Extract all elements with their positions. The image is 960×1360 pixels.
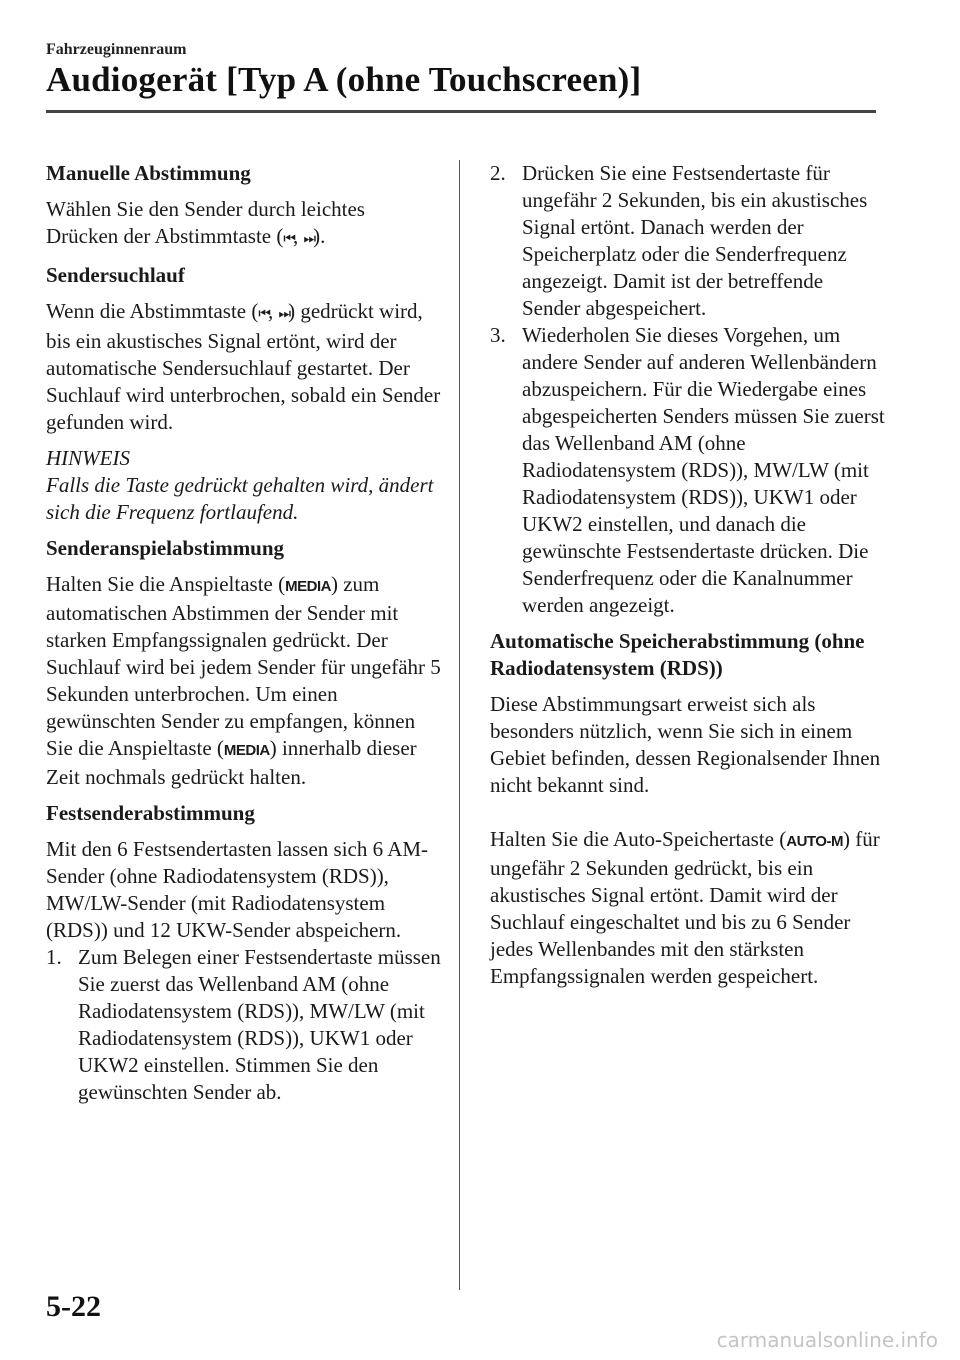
step-text: Zum Belegen einer Festsendertaste müssen Sie zuerst das Wellenband AM (ohne Radiodatensystem (RDS)), MW/LW (mit Radiodatensystem (RDS)), UKW1 oder UKW2 einstellen. Stimmen Sie den gewünschten Sender ab. bbox=[78, 945, 441, 1104]
column-divider bbox=[459, 160, 460, 1290]
step-number: 3. bbox=[490, 323, 506, 347]
text: ) für ungefähr 2 Sekunden gedrückt, bis ein akustisches Signal ertönt. Damit wird der Suchlauf eingeschaltet und bis zu 6 Sender jedes Wellenbandes mit den stärksten Empfangssignalen werden gespeichert. bbox=[490, 827, 880, 988]
paragraph-auto-memory-2 bbox=[490, 826, 885, 990]
right-column bbox=[490, 160, 885, 999]
text: ) innerhalb dieser Zeit nochmals gedrückt halten. bbox=[46, 736, 417, 789]
text: , bbox=[292, 224, 304, 248]
heading-manual-tuning: Manuelle Abstimmung bbox=[46, 161, 251, 185]
heading-seek-tuning: Sendersuchlauf bbox=[46, 263, 185, 287]
list-item-step-1 bbox=[46, 944, 441, 1106]
step-number: 2. bbox=[490, 161, 506, 185]
step-text: Wiederholen Sie dieses Vorgehen, um andere Sender auf anderen Wellenbändern abzuspeichern. Für die Wiedergabe eines abgespeicherten Senders müssen Sie zuerst das Wellenband AM (ohne Radiodatensystem (RDS)), MW/LW (mit Radiodatensystem (RDS)), UKW1 oder UKW2 einstellen, und danach die gewünschte Festsendertaste drücken. Die Senderfrequenz oder die Kanalnummer werden angezeigt. bbox=[522, 323, 885, 617]
heading-auto-memory: Automatische Speicherabstimmung (ohne Radiodatensystem (RDS)) bbox=[490, 629, 865, 680]
auto-m-button-icon: AUTO-M bbox=[786, 833, 843, 850]
next-track-icon: ⏭ bbox=[303, 231, 314, 247]
text: ). bbox=[313, 224, 326, 248]
page-title: Audiogerät [Typ A (ohne Touchscreen)] bbox=[46, 60, 642, 99]
text: Wenn die Abstimmtaste ( bbox=[46, 299, 259, 323]
header-rule bbox=[46, 110, 876, 113]
paragraph-seek-tuning bbox=[46, 298, 441, 436]
text: Halten Sie die Anspieltaste ( bbox=[46, 572, 286, 596]
list-item-step-3 bbox=[490, 322, 885, 619]
step-text: Drücken Sie eine Festsendertaste für ungefähr 2 Sekunden, bis ein akustisches Signal ertönt. Danach werden der Speicherplatz oder die Senderfrequenz angezeigt. Damit ist der betreffende Sender abgespeichert. bbox=[522, 161, 868, 320]
next-track-icon: ⏭ bbox=[278, 306, 289, 322]
watermark: carmanualsonline.info bbox=[716, 1328, 938, 1352]
text: Wählen Sie den Sender durch leichtes Drücken der Abstimmtaste ( bbox=[46, 197, 365, 248]
spacer bbox=[490, 808, 885, 826]
paragraph-scan-tuning bbox=[46, 571, 441, 791]
paragraph-manual-tuning bbox=[46, 196, 441, 253]
paragraph-auto-memory-1: Diese Abstimmungsart erweist sich als besonders nützlich, wenn Sie sich in einem Gebiet befinden, dessen Regionalsender Ihnen nicht bekannt sind. bbox=[490, 692, 881, 797]
section-label: Fahrzeuginnenraum bbox=[46, 41, 187, 58]
note-heading: HINWEIS bbox=[46, 446, 130, 470]
media-button-icon: MEDIA bbox=[285, 578, 331, 595]
text: Halten Sie die Auto-Speichertaste ( bbox=[490, 827, 787, 851]
paragraph-preset-tuning: Mit den 6 Festsendertasten lassen sich 6 AM-Sender (ohne Radiodatensystem (RDS)), MW/LW-Sender (mit Radiodatensystem (RDS)) und 12 UKW-Sender abspeichern. bbox=[46, 837, 429, 942]
text: ) zum automatischen Abstimmen der Sender mit starken Empfangssignalen gedrückt. Der Suchlauf wird bei jedem Sender für ungefähr 5 Sekunden unterbrochen. Um einen gewünschten Sender zu empfangen, können Sie die Anspieltaste ( bbox=[46, 572, 441, 760]
note-text: Falls die Taste gedrückt gehalten wird, ändert sich die Frequenz fortlaufend. bbox=[46, 473, 434, 524]
heading-preset-tuning: Festsenderabstimmung bbox=[46, 801, 255, 825]
text: ) gedrückt wird, bis ein akustisches Signal ertönt, wird der automatische Sendersuchlauf gestartet. Der Suchlauf wird unterbrochen, sobald ein Sender gefunden wird. bbox=[46, 299, 441, 434]
step-number: 1. bbox=[46, 945, 62, 969]
media-button-icon: MEDIA bbox=[223, 742, 270, 759]
list-item-step-2 bbox=[490, 160, 885, 322]
text: , bbox=[267, 299, 279, 323]
left-column bbox=[46, 160, 441, 1106]
prev-track-icon: ⏮ bbox=[258, 306, 268, 322]
prev-track-icon: ⏮ bbox=[283, 231, 293, 247]
page-number: 5-22 bbox=[46, 1290, 101, 1323]
heading-scan-tuning: Senderanspielabstimmung bbox=[46, 536, 285, 560]
